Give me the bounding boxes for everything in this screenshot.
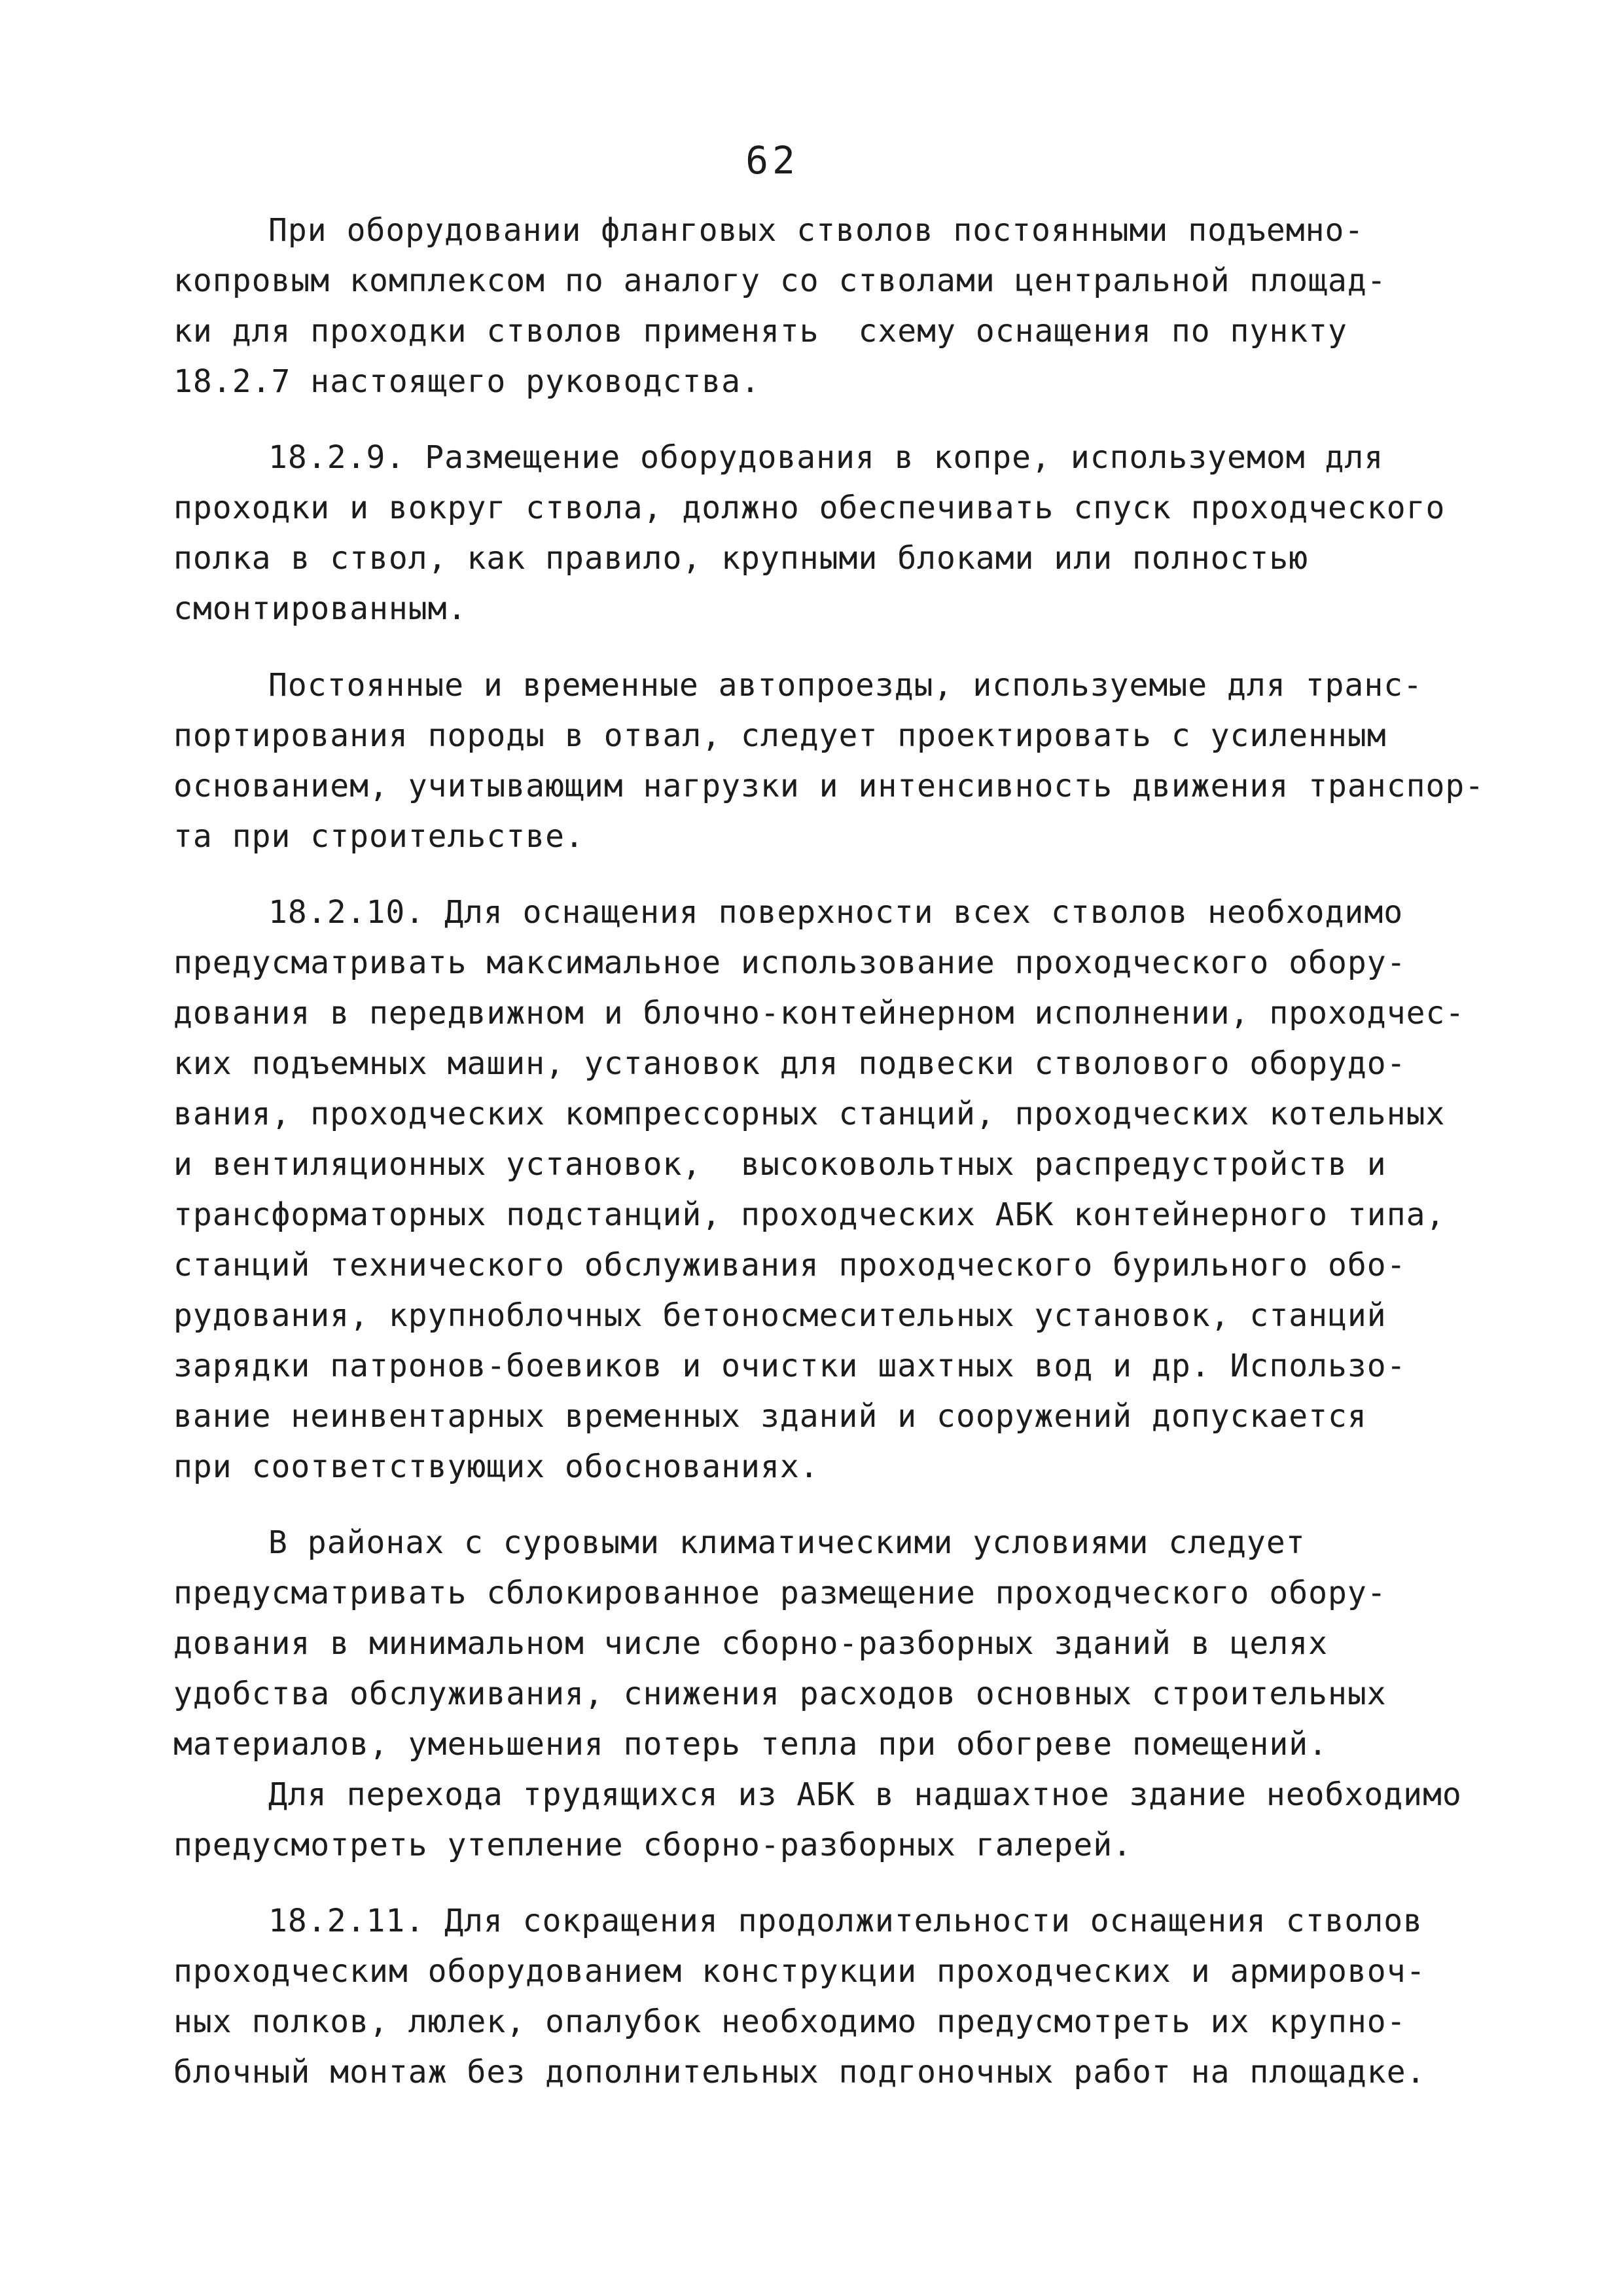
text-line: ных полков, люлек, опалубок необходимо предусмотреть их крупно- — [173, 2003, 1406, 2040]
text-line: ких подъемных машин, установок для подвески стволового оборудо- — [173, 1045, 1406, 1082]
text-line: вания, проходческих компрессорных станций, проходческих котельных — [173, 1096, 1446, 1132]
text-line: блочный монтаж без дополнительных подгоночных работ на площадке. — [173, 2054, 1426, 2090]
text-line: и вентиляционных установок, высоковольтных распредустройств и — [173, 1146, 1387, 1183]
text-line: 18.2.11. Для сокращения продолжительности оснащения стволов — [268, 1903, 1423, 1939]
text-line: материалов, уменьшения потерь тепла при обогреве помещений. — [173, 1726, 1329, 1763]
text-line: трансформаторных подстанций, проходческих АБК контейнерного типа, — [173, 1196, 1446, 1233]
text-line: смонтированным. — [173, 590, 467, 627]
text-line: при соответствующих обоснованиях. — [173, 1448, 819, 1485]
text-line: 18.2.10. Для оснащения поверхности всех стволов необходимо — [268, 894, 1404, 931]
text-line: портирования породы в отвал, следует проектировать с усиленным — [173, 717, 1387, 754]
text-line: удобства обслуживания, снижения расходов основных строительных — [173, 1676, 1387, 1712]
text-line: Для перехода трудящихся из АБК в надшахтное здание необходимо — [268, 1776, 1462, 1813]
text-line: зарядки патронов-боевиков и очистки шахтных вод и др. Использо- — [173, 1348, 1406, 1384]
text-line: дования в передвижном и блочно-контейнерном исполнении, проходчес- — [173, 995, 1465, 1031]
text-line: При оборудовании фланговых стволов постоянными подъемно- — [268, 212, 1364, 249]
text-line: В районах с суровыми климатическими условиями следует — [268, 1524, 1306, 1561]
text-line: полка в ствол, как правило, крупными блоками или полностью — [173, 540, 1309, 577]
text-line: дования в минимальном числе сборно-разборных зданий в целях — [173, 1625, 1329, 1662]
text-line: предусматривать максимальное использование проходческого обору- — [173, 944, 1406, 981]
text-line: рудования, крупноблочных бетоносмесительных установок, станций — [173, 1297, 1387, 1334]
text-line: проходческим оборудованием конструкции проходческих и армировоч- — [173, 1953, 1426, 1990]
text-line: предусмотреть утепление сборно-разборных галерей. — [173, 1827, 1133, 1863]
text-line: вание неинвентарных временных зданий и сооружений допускается — [173, 1398, 1367, 1435]
text-line: основанием, учитывающим нагрузки и интенсивность движения транспор- — [173, 768, 1485, 804]
text-line: 18.2.7 настоящего руководства. — [173, 363, 760, 400]
text-line: ки для проходки стволов применять схему оснащения по пункту — [173, 313, 1347, 350]
text-line: станций технического обслуживания проходческого бурильного обо- — [173, 1247, 1406, 1283]
text-line: проходки и вокруг ствола, должно обеспечивать спуск проходческого — [173, 490, 1446, 526]
text-line: копровым комплексом по аналогу со стволами центральной площад- — [173, 262, 1387, 299]
text-line: предусматривать сблокированное размещение проходческого обору- — [173, 1575, 1387, 1611]
text-line: Постоянные и временные автопроезды, используемые для транс- — [268, 667, 1423, 704]
text-line: та при строительстве. — [173, 818, 584, 855]
text-line: 18.2.9. Размещение оборудования в копре, используемом для — [268, 439, 1384, 476]
page-number: 62 — [745, 138, 799, 183]
